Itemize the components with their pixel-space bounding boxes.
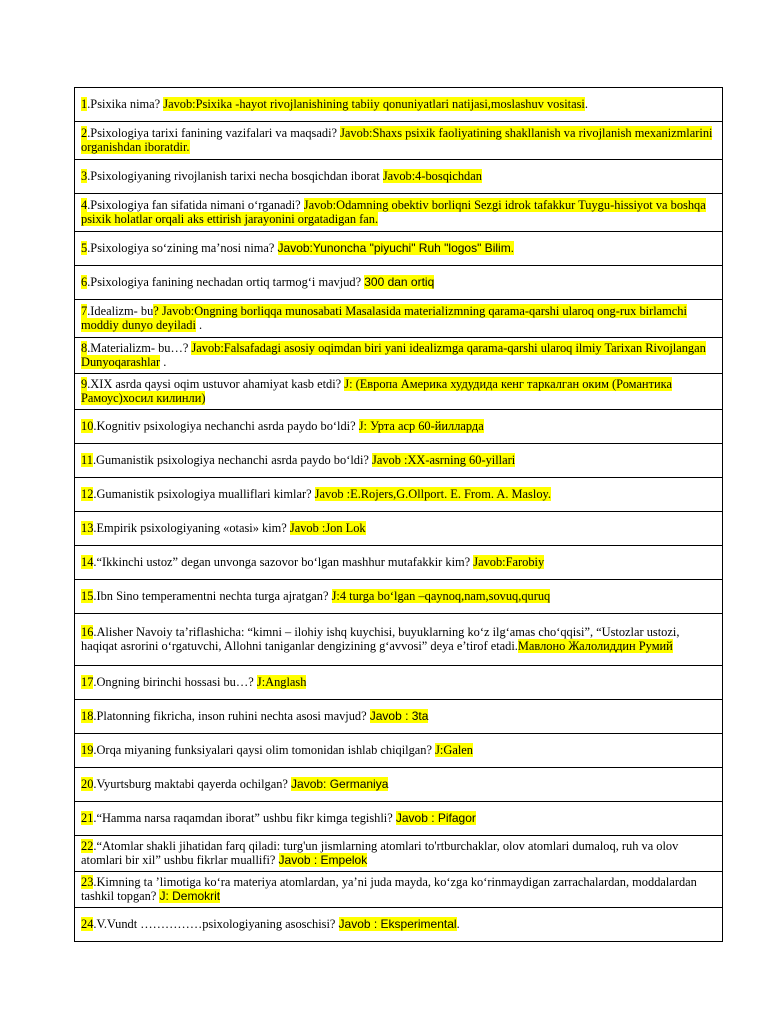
question-row bbox=[75, 666, 723, 700]
question-text: .Orqa miyaning funksiyalari qaysi olim tomonidan ishlab chiqilgan? bbox=[93, 742, 436, 757]
question-row bbox=[75, 88, 723, 122]
question-row bbox=[75, 160, 723, 194]
question-text: .Psixologiya so‘zining ma’nosi nima? bbox=[87, 240, 278, 255]
question-number: 14 bbox=[81, 554, 94, 569]
question-cell bbox=[75, 88, 723, 122]
question-cell bbox=[75, 194, 723, 232]
question-row bbox=[75, 580, 723, 614]
answer-text: J:Anglash bbox=[256, 674, 307, 689]
answer-text: Javob : Empelok bbox=[278, 852, 368, 867]
answer-text: J:4 turga bo‘lgan –qaynoq,nam,sovuq,quruq bbox=[331, 588, 551, 603]
question-text: .Gumanistik psixologiya nechanchi asrda paydo bo‘ldi? bbox=[92, 452, 373, 467]
question-text: .Vyurtsburg maktabi qayerda ochilgan? bbox=[93, 776, 292, 791]
question-number: 11 bbox=[81, 452, 93, 467]
question-number: 22 bbox=[81, 838, 94, 853]
question-row bbox=[75, 374, 723, 410]
question-cell bbox=[75, 908, 723, 942]
question-row bbox=[75, 802, 723, 836]
question-cell bbox=[75, 580, 723, 614]
question-tail: . bbox=[456, 916, 460, 931]
answer-text: Javob :Jon Lok bbox=[289, 520, 366, 535]
question-cell bbox=[75, 160, 723, 194]
answer-text: Javob: Germaniya bbox=[291, 776, 389, 791]
answer-text: Javob:Shaxs psixik faoliyatining shakllanish va rivojlanish mexanizmlarini organishdan iboratdir. bbox=[81, 125, 713, 154]
question-number: 23 bbox=[81, 874, 94, 889]
answer-text: J:Galen bbox=[435, 742, 473, 757]
question-cell bbox=[75, 700, 723, 734]
question-number: 19 bbox=[81, 742, 94, 757]
question-cell bbox=[75, 374, 723, 410]
question-text: .XIX asrda qaysi oqim ustuvor ahamiyat kasb etdi? bbox=[87, 376, 345, 391]
question-tail: . bbox=[160, 354, 167, 369]
question-text: .Ibn Sino temperamentni nechta turga ajratgan? bbox=[93, 588, 332, 603]
question-number: 21 bbox=[81, 810, 94, 825]
answer-text: Javob:4-bosqichdan bbox=[382, 168, 482, 183]
question-row bbox=[75, 232, 723, 266]
question-number: 9 bbox=[81, 376, 88, 391]
answer-text: ? Javob:Ongning borliqqa munosabati Masalasida materializmning qarama-qarshi ularoq ong-rux birlamchi moddiy dunyo deyiladi bbox=[81, 303, 687, 332]
question-cell bbox=[75, 872, 723, 908]
question-row bbox=[75, 700, 723, 734]
answer-text: J: Demokrit bbox=[159, 888, 221, 903]
question-number: 5 bbox=[81, 240, 88, 255]
question-row bbox=[75, 512, 723, 546]
question-row bbox=[75, 122, 723, 160]
question-cell bbox=[75, 122, 723, 160]
question-row bbox=[75, 266, 723, 300]
question-number: 17 bbox=[81, 674, 94, 689]
question-number: 15 bbox=[81, 588, 94, 603]
question-cell bbox=[75, 546, 723, 580]
question-text: .V.Vundt ……………psixologiyaning asoschisi? bbox=[93, 916, 339, 931]
answer-text: Javob : Pifagor bbox=[395, 810, 476, 825]
question-number: 10 bbox=[81, 418, 94, 433]
question-cell bbox=[75, 444, 723, 478]
question-row bbox=[75, 300, 723, 338]
question-cell bbox=[75, 836, 723, 872]
question-cell bbox=[75, 300, 723, 338]
question-cell bbox=[75, 802, 723, 836]
question-tail: . bbox=[584, 96, 588, 111]
question-cell bbox=[75, 338, 723, 374]
question-cell bbox=[75, 768, 723, 802]
question-number: 7 bbox=[81, 303, 88, 318]
answer-text: 300 dan ortiq bbox=[364, 274, 435, 289]
question-row bbox=[75, 546, 723, 580]
question-row bbox=[75, 872, 723, 908]
question-row bbox=[75, 338, 723, 374]
question-text: .Gumanistik psixologiya mualliflari kimlar? bbox=[93, 486, 315, 501]
question-row bbox=[75, 444, 723, 478]
question-text: .Ongning birinchi hossasi bu…? bbox=[93, 674, 257, 689]
answer-text: Javob : Eksperimental bbox=[338, 916, 457, 931]
answer-text: J: (Европа Америка худудида кенг таркалган оким (Романтика Рамоус)хосил килинли) bbox=[81, 376, 672, 405]
answer-text: J: Урта аср 60-йилларда bbox=[358, 418, 484, 433]
question-number: 2 bbox=[81, 125, 88, 140]
question-row bbox=[75, 194, 723, 232]
answer-text: Javob :E.Rojers,G.Ollport. E. From. A. Masloy. bbox=[314, 486, 552, 501]
question-row bbox=[75, 410, 723, 444]
question-cell bbox=[75, 734, 723, 768]
question-number: 3 bbox=[81, 168, 88, 183]
question-number: 8 bbox=[81, 340, 88, 355]
question-text: .Kimning ta ’limotiga ko‘ra materiya atomlardan, ya’ni juda mayda, ko‘zga ko‘rinmaydigan zarrachalardan, moddalardan tashkil topgan? bbox=[81, 874, 697, 903]
question-row bbox=[75, 768, 723, 802]
question-number: 12 bbox=[81, 486, 94, 501]
question-cell bbox=[75, 232, 723, 266]
question-table-body bbox=[75, 88, 723, 942]
answer-text: Javob:Odamning obektiv borliqni Sezgi idrok tafakkur Tuygu-hissiyot va boshqa psixik holatlar orqali aks ettirish jarayonini orgatadigan fan. bbox=[81, 197, 706, 226]
question-row bbox=[75, 908, 723, 942]
answer-text: Javob:Psixika -hayot rivojlanishining tabiiy qonuniyatlari natijasi,moslashuv vositasi bbox=[163, 96, 585, 111]
question-text: .Psixologiya fan sifatida nimani o‘rganadi? bbox=[87, 197, 304, 212]
question-text: .“Atomlar shakli jihatidan farq qiladi: turg'un jismlarning atomlari to'rtburchaklar, olov atomlari dumaloq, ruh va olov atomlari bir xil” ushbu fikrlar muallifi? bbox=[81, 838, 679, 867]
answer-text: Javob:Yunoncha "piyuchi" Ruh "logos" Bilim. bbox=[277, 240, 515, 255]
question-cell bbox=[75, 614, 723, 666]
question-row bbox=[75, 478, 723, 512]
question-row bbox=[75, 614, 723, 666]
question-number: 1 bbox=[81, 96, 88, 111]
question-cell bbox=[75, 666, 723, 700]
answer-text: Javob:Farobiy bbox=[473, 554, 545, 569]
question-cell bbox=[75, 266, 723, 300]
question-tail: . bbox=[195, 317, 203, 332]
question-number: 13 bbox=[81, 520, 94, 535]
question-text: .Empirik psixologiyaning «otasi» kim? bbox=[93, 520, 290, 535]
question-row bbox=[75, 734, 723, 768]
question-number: 20 bbox=[81, 776, 94, 791]
question-text: .Psixologiya tarixi fanining vazifalari va maqsadi? bbox=[87, 125, 341, 140]
question-text: .Idealizm- bu bbox=[87, 303, 154, 318]
question-cell bbox=[75, 478, 723, 512]
question-row bbox=[75, 836, 723, 872]
question-text: .Psixologiyaning rivojlanish tarixi necha bosqichdan iborat bbox=[87, 168, 383, 183]
question-text: .Alisher Navoiy ta’riflashicha: “kimni – ilohiy ishq kuychisi, buyuklarning ko‘z ilg‘amas cho‘qqisi”, “Ustozlar ustozi, haqiqat asrorini o‘rgatuvchi, Allohni taniganlar dengizining g‘avvosi” deya e’tirof etadi. bbox=[81, 624, 680, 653]
question-number: 4 bbox=[81, 197, 88, 212]
question-text: .Platonning fikricha, inson ruhini nechta asosi mavjud? bbox=[93, 708, 370, 723]
question-number: 16 bbox=[81, 624, 94, 639]
question-text: .“Ikkinchi ustoz” degan unvonga sazovor bo‘lgan mashhur mutafakkir kim? bbox=[93, 554, 474, 569]
question-number: 6 bbox=[81, 274, 88, 289]
question-text: .“Hamma narsa raqamdan iborat” ushbu fikr kimga tegishli? bbox=[93, 810, 396, 825]
question-number: 18 bbox=[81, 708, 94, 723]
question-table bbox=[74, 87, 723, 942]
question-text: .Materializm- bu…? bbox=[87, 340, 192, 355]
question-text: .Psixika nima? bbox=[87, 96, 164, 111]
answer-text: Javob:Falsafadagi asosiy oqimdan biri yani idealizmga qarama-qarshi ularoq ilmiy Tarixan Rivojlangan Dunyoqarashlar bbox=[81, 340, 706, 369]
question-number: 24 bbox=[81, 916, 94, 931]
question-text: .Kognitiv psixologiya nechanchi asrda paydo bo‘ldi? bbox=[93, 418, 359, 433]
question-cell bbox=[75, 512, 723, 546]
answer-text: Javob :XX-asrning 60-yillari bbox=[372, 452, 516, 467]
question-text: .Psixologiya fanining nechadan ortiq tarmog‘i mavjud? bbox=[87, 274, 365, 289]
question-cell bbox=[75, 410, 723, 444]
answer-text: Мавлоно Жалолиддин Румий bbox=[517, 638, 673, 653]
answer-text: Javob : 3ta bbox=[369, 708, 429, 723]
